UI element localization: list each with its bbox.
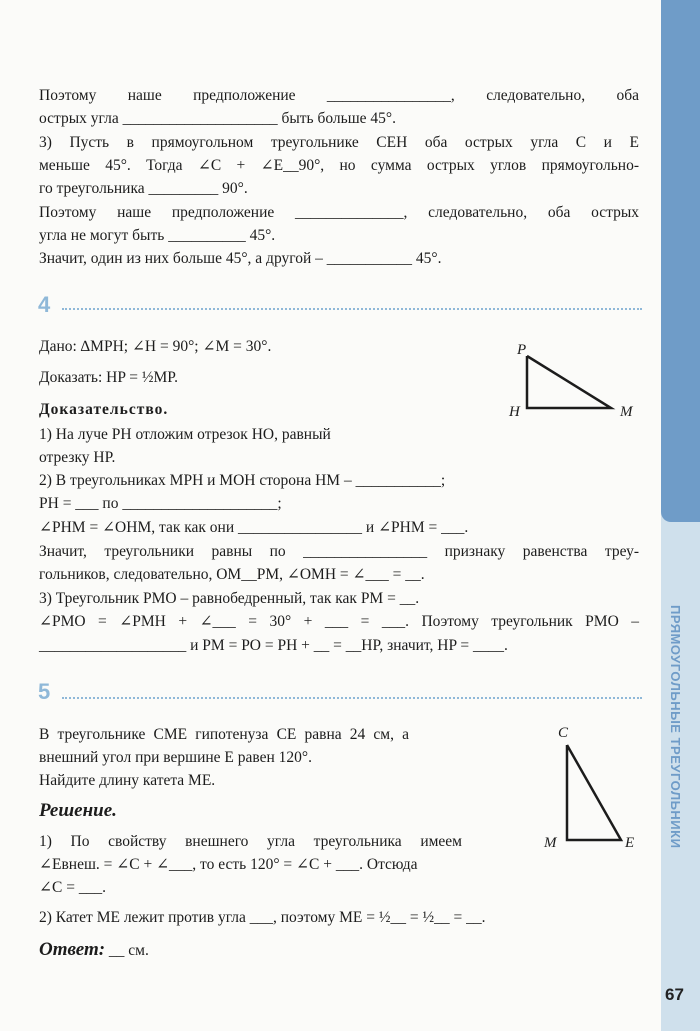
text-line: ∠PHM = ∠OHM, так как они ________________ и ∠PHM = ___.	[39, 519, 469, 536]
text-line: 3) Треугольник PMO – равнобедренный, так как PM = __.	[39, 590, 420, 607]
vertex-label-c: C	[558, 725, 569, 741]
text-line: ___________________ и PM = PO = PH + __ = __HP, значит, HP = ____.	[39, 637, 508, 654]
page-number: 67	[665, 985, 684, 1004]
vertex-label-h: H	[509, 404, 520, 420]
text-line: ∠Eвнеш. = ∠C + ∠___, то есть 120° = ∠C + ___. Отсюда	[39, 856, 418, 873]
vertex-label-m: M	[620, 404, 633, 420]
triangle-cme	[543, 725, 634, 851]
answer-blank: __ см.	[105, 942, 149, 959]
text-line: Поэтому наше предположение ______________, следовательно, оба острых	[39, 204, 639, 221]
text-line: Поэтому наше предположение ________________, следовательно, оба	[39, 87, 639, 104]
text-line: ∠PMO = ∠PMH + ∠___ = 30° + ___ = ___. Поэтому треугольник PMO –	[39, 613, 639, 630]
text-line: Значит, треугольники равны по ________________ признаку равенства треу-	[39, 543, 639, 560]
text-line: внешний угол при вершине E равен 120°.	[39, 749, 312, 766]
text-line: гольников, следовательно, OM__PM, ∠OMH = ∠___ = __.	[39, 566, 425, 583]
text-line: PH = ___ по ____________________;	[39, 495, 282, 512]
proof-title: Доказательство.	[39, 401, 169, 418]
text-line: 1) По свойству внешнего угла треугольника имеем	[39, 833, 462, 850]
prove: Доказать: HP = ½MP.	[39, 369, 179, 386]
text-line: угла не могут быть __________ 45°.	[39, 227, 276, 244]
chapter-title: ПРЯМОУГОЛЬНЫЕ ТРЕУГОЛЬНИКИ	[668, 605, 683, 849]
text-line: 2) Катет ME лежит против угла ___, поэтому ME = ½__ = ½__ = __.	[39, 909, 486, 926]
text-line: го треугольника _________ 90°.	[39, 180, 248, 197]
text-line: острых угла ____________________ быть больше 45°.	[39, 110, 396, 127]
text-line: меньше 45°. Тогда ∠C + ∠E__90°, но сумма острых углов прямоугольно-	[39, 157, 639, 174]
task-number: 4	[38, 292, 51, 317]
answer-label: Ответ:	[39, 939, 106, 960]
text-line: 3) Пусть в прямоугольном треугольнике CEH оба острых угла C и E	[39, 134, 639, 151]
text-line: 2) В треугольниках MPH и MOH сторона HM – ___________;	[39, 472, 446, 489]
text-line: Найдите длину катета ME.	[39, 772, 216, 789]
text-line: отрезку HP.	[39, 449, 116, 466]
text-line: В треугольнике CME гипотенуза CE равна 24 см, а	[39, 726, 409, 743]
solution-title: Решение.	[39, 800, 117, 821]
vertex-label-e: E	[625, 835, 635, 851]
triangle-mph	[508, 342, 634, 420]
task-number: 5	[38, 679, 51, 704]
text-line: 1) На луче PH отложим отрезок HO, равный	[39, 426, 331, 443]
text-line: Значит, один из них больше 45°, а другой – ___________ 45°.	[39, 250, 442, 267]
given: Дано: ∆MPH; ∠H = 90°; ∠M = 30°.	[39, 338, 272, 355]
text-line: ∠C = ___.	[39, 879, 106, 896]
vertex-label-p: P	[517, 342, 527, 358]
vertex-label-m: M	[544, 835, 557, 851]
